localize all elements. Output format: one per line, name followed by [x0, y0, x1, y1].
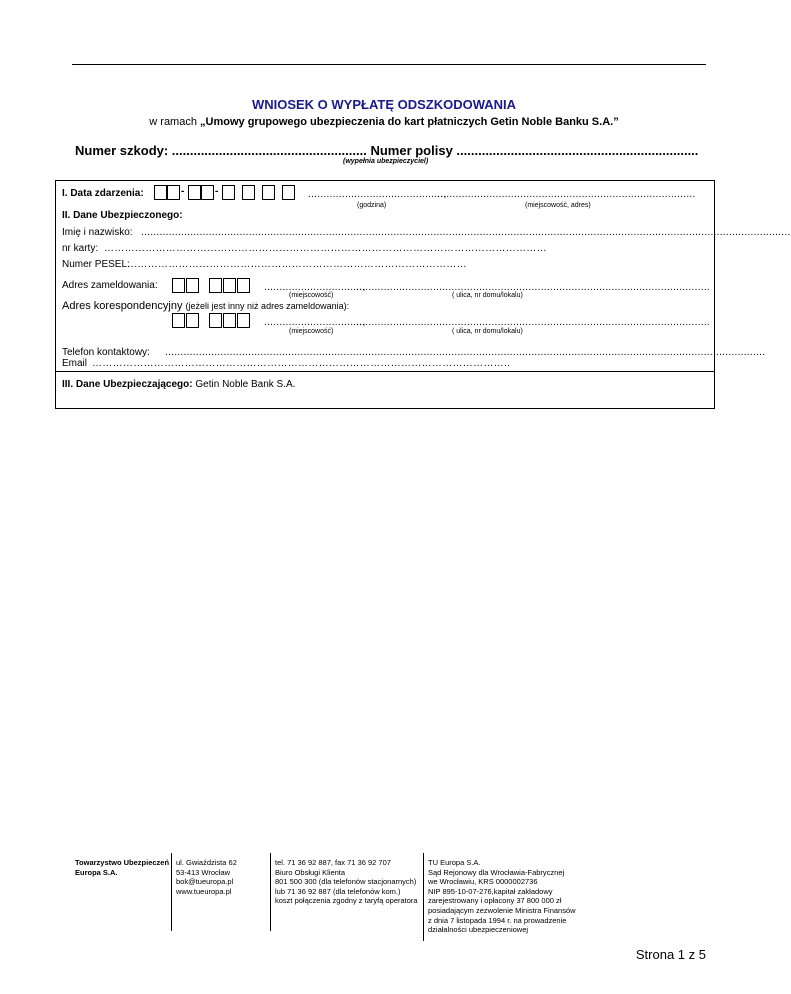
footer-company-line: Towarzystwo Ubezpieczeń	[75, 858, 170, 867]
date-day-box-1[interactable]	[154, 185, 167, 200]
email-field[interactable]: …………………………………………………………………………………………………………..	[92, 358, 511, 369]
email-label: Email	[62, 358, 88, 369]
footer-legal-line: TU Europa S.A.	[428, 858, 481, 867]
subtitle-contract: „Umowy grupowego ubezpieczenia do kart płatniczych Getin Noble Banku S.A.”	[200, 116, 619, 128]
footer-company	[75, 858, 169, 877]
phone-label: Telefon kontaktowy:	[62, 347, 150, 358]
footer-address-line: 53-413 Wrocław	[176, 867, 231, 877]
card-number-field[interactable]: …………………………………………………………………………………………………………………	[104, 243, 547, 254]
page-number: Strona 1 z 5	[635, 947, 706, 962]
date-year-box-3[interactable]	[262, 185, 275, 200]
footer-legal-line: z dnia 7 listopada 1994 r. na prowadzenie	[428, 915, 567, 925]
card-number-label: nr karty:	[62, 243, 99, 254]
footer-contact-line: Biuro Obsługi Klienta	[275, 867, 346, 877]
policyholder-value: Getin Noble Bank S.A.	[195, 379, 296, 390]
corr-postal-code-box-1[interactable]	[172, 313, 185, 328]
footer-contact-line: tel. 71 36 92 887, fax 71 36 92 707	[275, 858, 391, 867]
footer-email-link[interactable]: bok@tueuropa.pl	[176, 877, 234, 887]
registered-city-field[interactable]: ................................,	[264, 282, 366, 293]
date-year-box-4[interactable]	[282, 185, 295, 200]
section-divider	[55, 371, 715, 372]
footer-contact	[275, 858, 418, 906]
policyholder-label: III. Dane Ubezpieczającego:	[62, 379, 193, 390]
registered-street-caption: ( ulica, nr domu/lokalu)	[452, 292, 523, 299]
date-day-box-2[interactable]	[167, 185, 180, 200]
date-separator: -	[215, 186, 219, 197]
postal-code-box-2[interactable]	[186, 278, 199, 293]
insured-section-label: II. Dane Ubezpieczonego:	[62, 210, 183, 221]
correspondence-label-text: Adres korespondencyjny	[62, 300, 183, 312]
footer-company-line: Europa S.A.	[75, 867, 118, 877]
corr-postal-code-box-2[interactable]	[186, 313, 199, 328]
pesel-field[interactable]: ………………………………………………………………………………………	[127, 259, 467, 270]
footer-website-link[interactable]: www.tueuropa.pl	[176, 886, 232, 896]
event-date-label: I. Data zdarzenia:	[62, 188, 144, 199]
date-month-box-1[interactable]	[188, 185, 201, 200]
event-place-field[interactable]: ....................................................................................	[437, 189, 696, 200]
postal-code-box-4[interactable]	[223, 278, 236, 293]
footer-contact-line: koszt połączenia zgodny z taryfą operatora	[275, 896, 418, 906]
phone-field[interactable]: ...................................................................................................................................................................................................	[165, 347, 766, 358]
registered-city-caption: (miejscowość)	[289, 292, 334, 299]
date-separator: -	[181, 186, 185, 197]
footer-divider	[423, 853, 424, 941]
postal-code-box-5[interactable]	[237, 278, 250, 293]
corr-street-caption: ( ulica, nr domu/lokalu)	[452, 328, 523, 335]
subtitle-prefix: w ramach	[149, 116, 201, 128]
registered-address-label: Adres zameldowania:	[62, 280, 158, 291]
form-subtitle	[0, 116, 768, 128]
footer-contact-line: lub 71 36 92 887 (dla telefonów kom.)	[275, 886, 401, 896]
postal-code-box-3[interactable]	[209, 278, 222, 293]
date-year-box-1[interactable]	[222, 185, 235, 200]
time-caption: (godzina)	[357, 202, 387, 209]
claim-note: (wypełnia ubezpieczyciel)	[343, 158, 429, 165]
form-title: WNIOSEK O WYPŁATĘ ODSZKODOWANIA	[251, 97, 517, 112]
registered-street-field[interactable]: ...................................................................................................................	[356, 282, 711, 293]
pesel-label: Numer PESEL:	[62, 259, 130, 270]
date-year-box-2[interactable]	[242, 185, 255, 200]
footer-legal-line: posiadającym zezwolenie Ministra Finansów	[428, 905, 576, 915]
footer-divider	[171, 853, 172, 931]
footer-legal-line: zarejestrowany i opłacony 37 800 000 zł	[428, 896, 562, 906]
claim-policy-line[interactable]: Numer szkody: ...................................................... Numer polisy ...................................................................	[75, 143, 699, 158]
footer-contact-line: 801 500 300 (dla telefonów stacjonarnych)	[275, 877, 417, 887]
corr-city-caption: (miejscowość)	[289, 328, 334, 335]
date-month-box-2[interactable]	[201, 185, 214, 200]
top-rule	[72, 64, 706, 65]
footer-legal-line: NIP 895-10-07-276,kapitał zakładowy	[428, 886, 553, 896]
footer-legal-line: działalności ubezpieczeniowej	[428, 925, 529, 935]
footer-legal	[428, 858, 576, 935]
name-label: Imię i nazwisko:	[62, 227, 133, 238]
event-time-field[interactable]: ............................................,	[308, 189, 447, 200]
footer-address	[176, 858, 237, 896]
postal-code-box-1[interactable]	[172, 278, 185, 293]
corr-postal-code-box-5[interactable]	[237, 313, 250, 328]
corr-city-field[interactable]: ................................,	[264, 317, 366, 328]
footer-address-line: ul. Gwiaździsta 62	[176, 858, 237, 867]
corr-street-field[interactable]: ...................................................................................................................	[356, 317, 711, 328]
footer-legal-line: Sąd Rejonowy dla Wrocławia-Fabrycznej	[428, 867, 565, 877]
correspondence-note: (jeżeli jest inny niż adres zameldowania):	[185, 301, 350, 311]
footer-legal-line: we Wrocławiu, KRS 0000002736	[428, 877, 538, 887]
footer-divider	[270, 853, 271, 931]
corr-postal-code-box-3[interactable]	[209, 313, 222, 328]
correspondence-address-label	[62, 300, 349, 312]
corr-postal-code-box-4[interactable]	[223, 313, 236, 328]
policyholder-section	[62, 379, 295, 390]
name-field[interactable]: ...................................................................................................................................................................................................................	[141, 227, 791, 238]
place-caption: (miejscowość, adres)	[525, 202, 591, 209]
